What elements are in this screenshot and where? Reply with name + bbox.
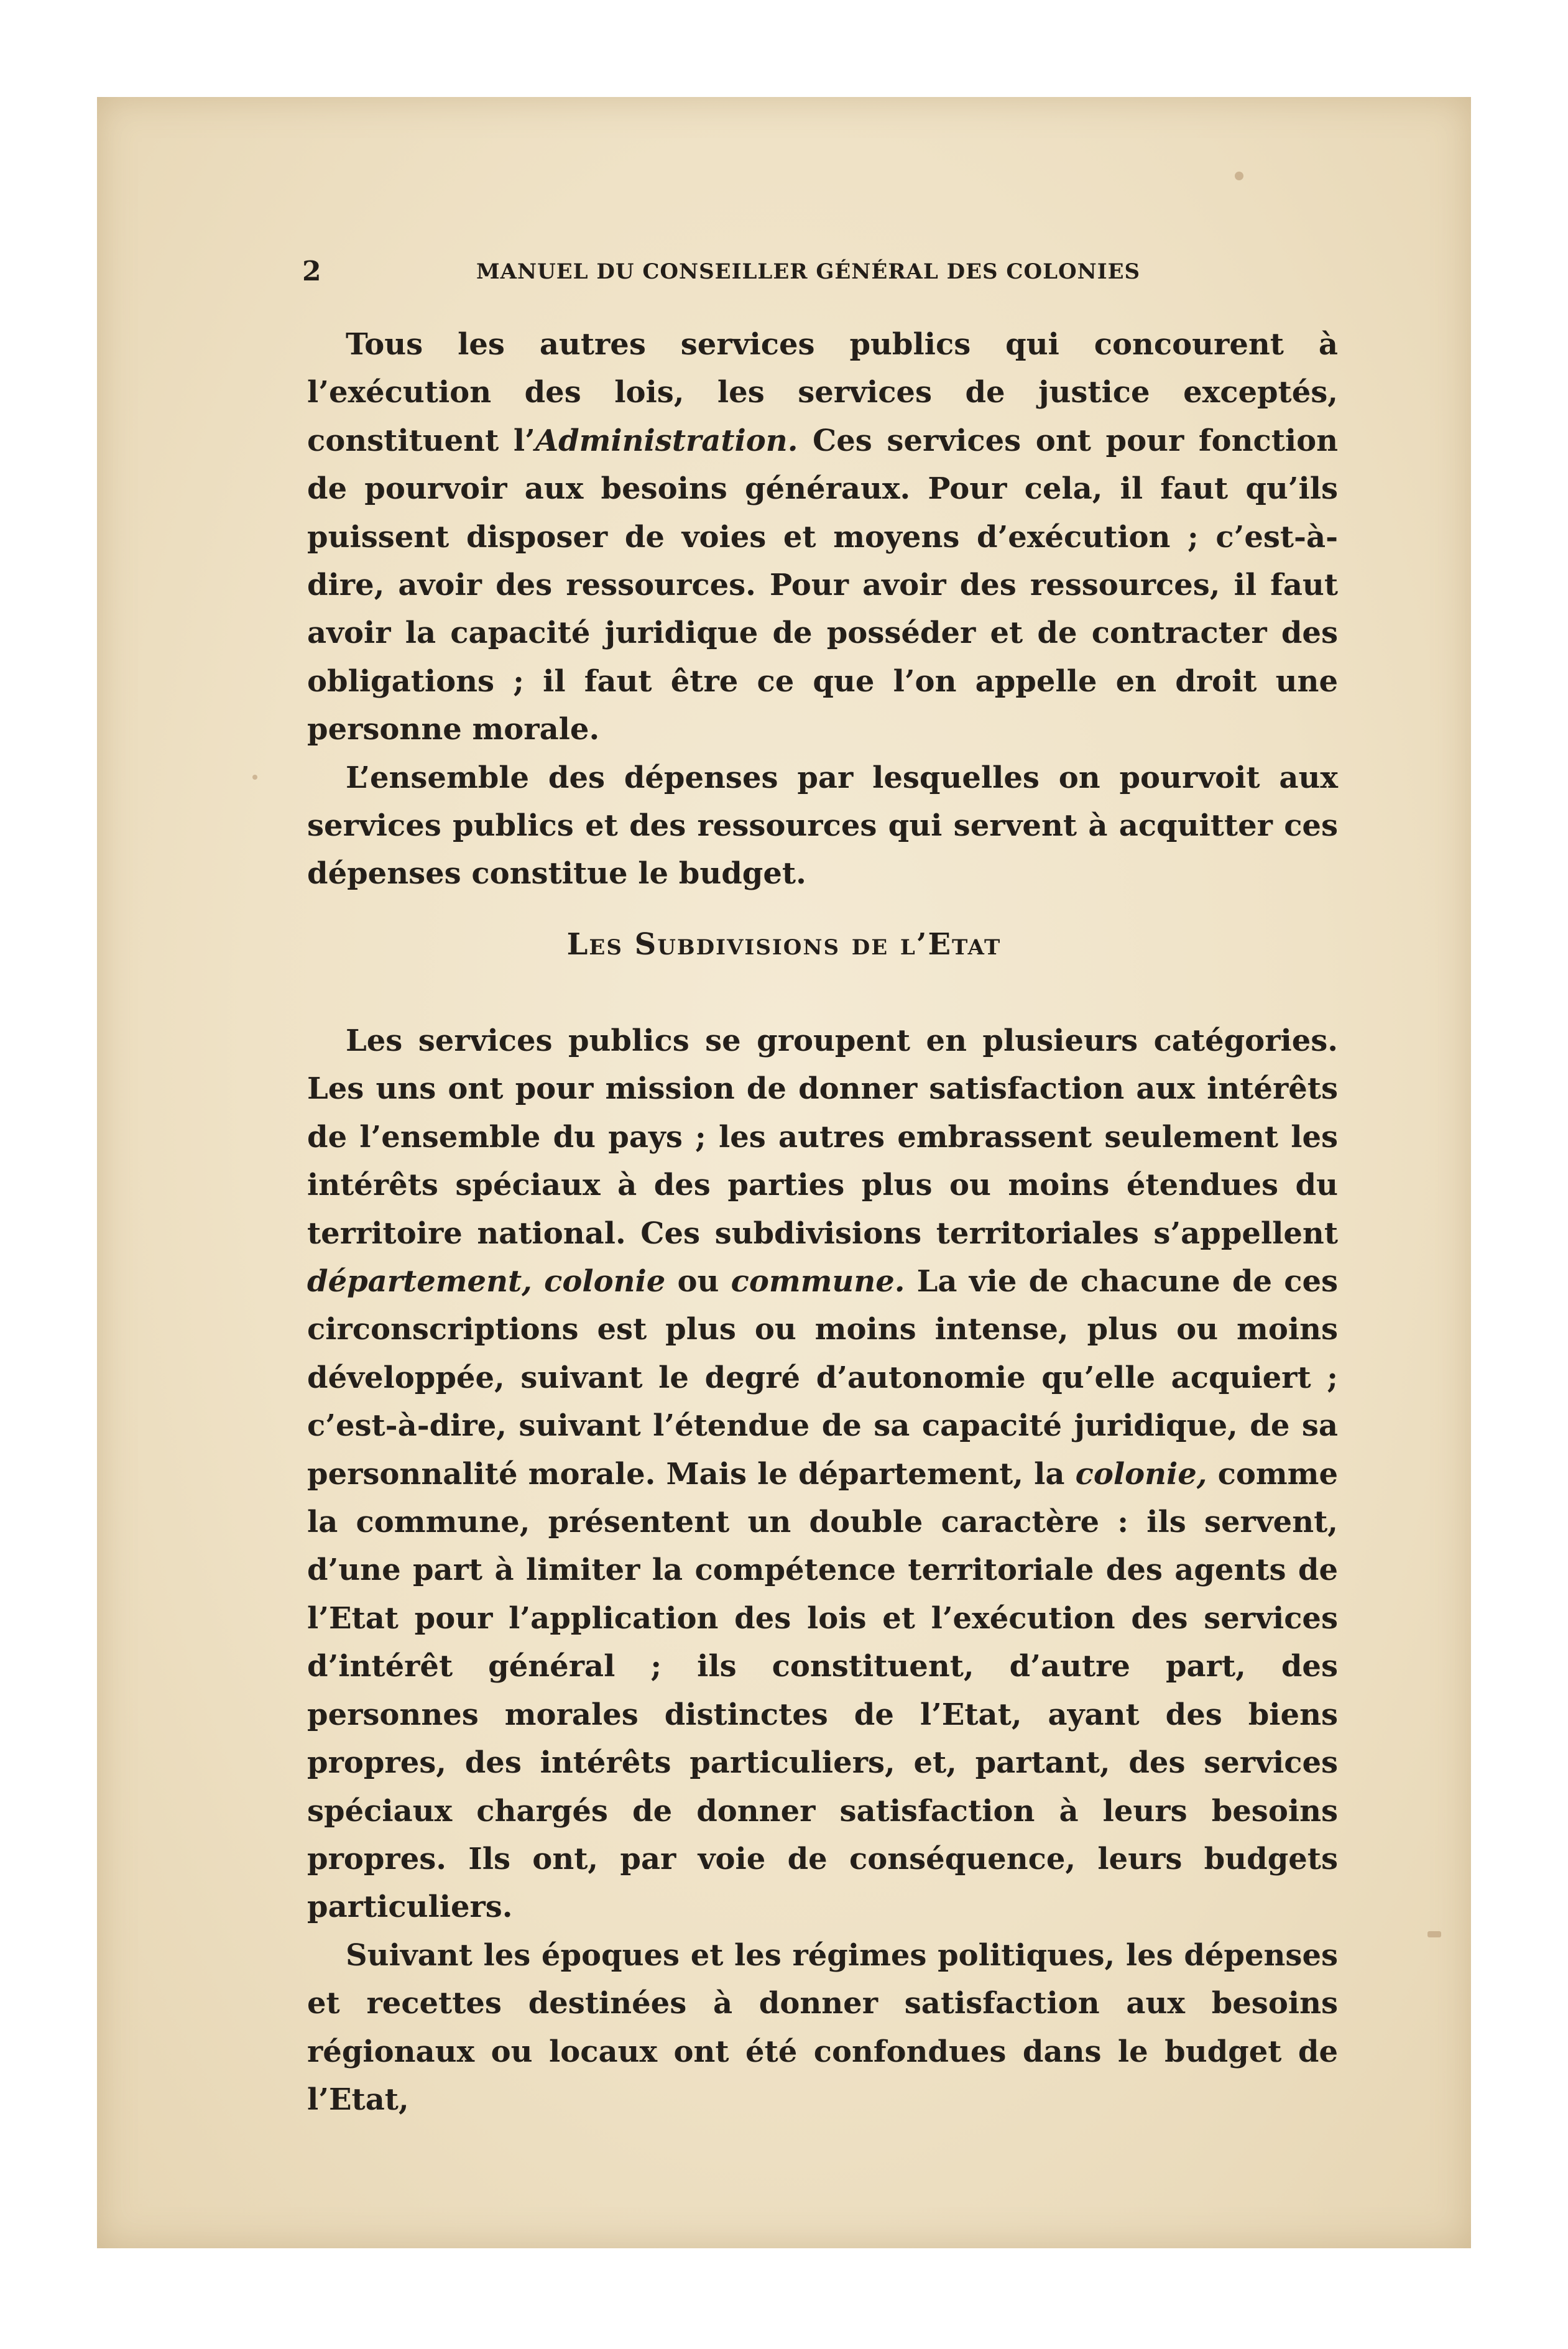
italic-term: colonie	[544, 1264, 666, 1299]
paragraph-text: comme la commune, présentent un double caractère : ils servent, d’une part à limiter la compétence territoriale des agents de l’Etat pour l’application des lois et l’exécution des services d’intérêt général ; ils constituent, d’autre part, des personnes morales distinctes de l’Etat, ayant des biens propres, des intérêts particuliers, et, partant, des services spéciaux chargés de donner satisfaction à leurs besoins propres. Ils ont, par voie de conséquence, leurs budgets particuliers.	[307, 1456, 1338, 1925]
italic-term: Administration.	[535, 423, 798, 458]
book-page	[97, 97, 1471, 2248]
paragraph-text: Ces services ont pour fonction de pourvoir aux besoins généraux. Pour cela, il faut qu’ils puissent disposer de voies et moyens d’exécution ; c’est-à-dire, avoir des ressources. Pour avoir des ressources, il faut avoir la capacité juridique de posséder et de contracter des obligations ; il faut être ce que l’on appelle en droit une personne morale.	[307, 423, 1339, 747]
italic-term: département,	[307, 1264, 532, 1299]
section-heading: Les Subdivisions de l’Etat	[566, 927, 1002, 962]
paragraph-text	[532, 1264, 544, 1299]
paragraph-text: La vie de chacune de ces circonscriptions est plus ou moins intense, plus ou moins développée, suivant le degré d’autonomie qu’elle acquiert ; c’est-à-dire, suivant l’étendue de sa capacité juridique, de sa personnalité morale. Mais le département, la	[307, 1264, 1338, 1492]
paragraph: Suivant les époques et les régimes politiques, les dépenses et recettes destinées à donner satisfaction aux besoins régionaux ou locaux ont été confondues dans le budget de l’Etat,	[307, 1937, 1338, 2117]
paragraph-text: Les services publics se groupent en plusieurs catégories. Les uns ont pour mission de donner satisfaction aux intérêts de l’ensemble du pays ; les autres embrassent seulement les intérêts spéciaux à des parties plus ou moins étendues du territoire national. Ces subdivisions territoriales s’appellent	[307, 1023, 1338, 1251]
page-number: 2	[302, 256, 321, 287]
paragraph: L’ensemble des dépenses par lesquelles on pourvoit aux services publics et des ressources qui servent à acquitter ces dépenses constitue le budget.	[307, 760, 1338, 892]
paragraph	[307, 1017, 1338, 1932]
italic-term: commune.	[731, 1264, 905, 1299]
paragraph	[307, 321, 1338, 754]
paper-speck	[1235, 172, 1243, 180]
italic-term: colonie,	[1075, 1456, 1207, 1492]
running-title: MANUEL DU CONSEILLER GÉNÉRAL DES COLONIES	[476, 259, 1141, 284]
paragraph-text: ou	[665, 1264, 731, 1299]
running-header	[97, 256, 1471, 305]
paragraph-text: Tous les autres services publics qui concourent à l’exécution des lois, les services de justice exceptés, constituent l’	[307, 327, 1338, 458]
paper-speck	[1427, 1931, 1441, 1937]
body-text-bottom	[307, 1017, 1338, 2124]
body-text-top	[307, 321, 1338, 898]
paper-speck	[252, 775, 257, 780]
